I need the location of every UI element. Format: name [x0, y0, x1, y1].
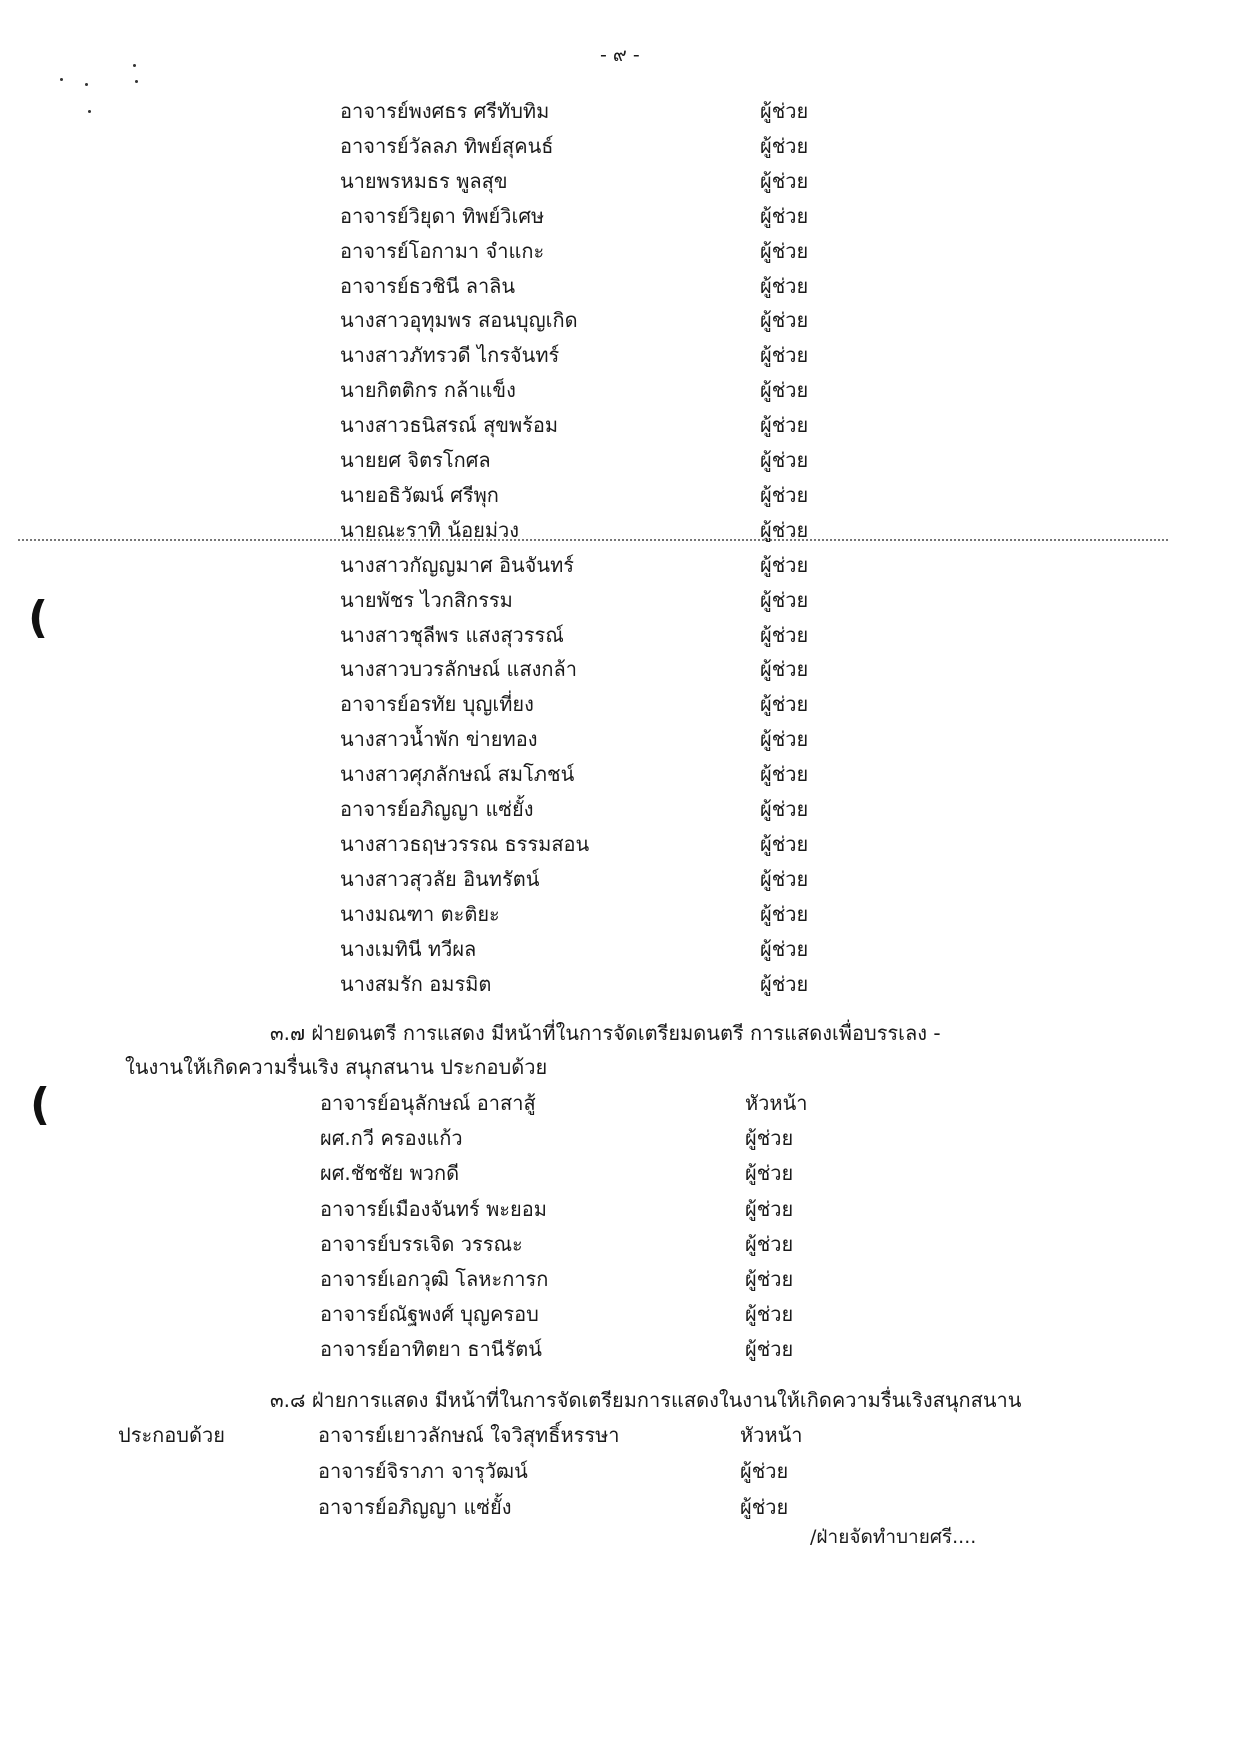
member-name: อาจารย์เมืองจันทร์ พะยอม [320, 1196, 547, 1221]
member-role: ผู้ช่วย [760, 587, 809, 612]
member-role: ผู้ช่วย [760, 971, 809, 996]
member-role: ผู้ช่วย [760, 831, 809, 856]
member-row [340, 303, 900, 337]
member-name: อาจารย์พงศธร ศรีทับทิม [340, 99, 550, 123]
member-name: นายอธิวัฒน์ ศรีพุก [340, 482, 499, 507]
member-name: นางสาวธฤษวรรณ ธรรมสอน [340, 831, 590, 856]
scan-speck [60, 78, 63, 81]
member-name: นายพัชร ไวกสิกรรม [340, 587, 513, 612]
member-name: ผศ.กวี ครองแก้ว [320, 1126, 463, 1151]
member-row [340, 618, 900, 652]
member-name: นางสาวบวรลักษณ์ แสงกล้า [340, 657, 577, 682]
member-row [340, 269, 900, 303]
scan-speck [135, 80, 138, 83]
member-role: ผู้ช่วย [745, 1302, 794, 1327]
member-name: นายพรหมธร พูลสุข [340, 168, 508, 193]
member-name: อาจารย์อนุลักษณ์ อาสาสู้ [320, 1091, 536, 1115]
member-role: ผู้ช่วย [760, 343, 809, 368]
member-row [340, 827, 900, 861]
member-role: หัวหน้า [740, 1423, 803, 1447]
member-name: นายณะราทิ น้อยม่วง [340, 517, 520, 542]
member-name: นายยศ จิตรโกศล [340, 448, 491, 472]
member-row [340, 443, 900, 477]
member-row [340, 862, 900, 896]
member-role: ผู้ช่วย [760, 622, 809, 647]
member-row [320, 1262, 885, 1296]
member-role: ผู้ช่วย [760, 378, 809, 403]
member-row [320, 1121, 885, 1155]
member-name: อาจารย์เยาวลักษณ์ ใจวิสุทธิ์หรรษา [318, 1423, 620, 1447]
member-name: นายกิตติกร กล้าแข็ง [340, 378, 516, 403]
member-role: ผู้ช่วย [760, 308, 809, 333]
member-name: อาจารย์ธวชินี ลาลิน [340, 273, 516, 298]
member-row [320, 1156, 885, 1190]
member-row [320, 1297, 885, 1331]
member-row [340, 199, 900, 233]
member-row [340, 967, 900, 1001]
member-role: หัวหน้า [745, 1091, 808, 1115]
member-name: นางสาวกัญญมาศ อินจันทร์ [340, 552, 574, 577]
member-name: นางสาวน้ำพัก ข่ายทอง [340, 727, 538, 752]
section-3-8-lead-label: ประกอบด้วย [118, 1423, 225, 1447]
member-role: ผู้ช่วย [760, 99, 809, 123]
member-name: อาจารย์โอกามา จำแกะ [340, 238, 545, 263]
member-role: ผู้ช่วย [745, 1267, 794, 1291]
member-role: ผู้ช่วย [760, 936, 809, 961]
member-role: ผู้ช่วย [760, 448, 809, 472]
member-row [340, 757, 900, 791]
member-name: อาจารย์เอกวุฒิ โลหะการก [320, 1267, 549, 1291]
binder-punch-mark: ( [28, 592, 49, 643]
member-name: อาจารย์บรรเจิด วรรณะ [320, 1231, 523, 1256]
member-name: อาจารย์วิยุดา ทิพย์วิเศษ [340, 203, 545, 228]
member-row [320, 1227, 885, 1261]
member-row [340, 129, 900, 163]
member-name: อาจารย์วัลลภ ทิพย์สุคนธ์ [340, 133, 554, 158]
member-row [340, 478, 900, 512]
member-row [320, 1192, 885, 1226]
member-name: นางมณฑา ตะติยะ [340, 901, 500, 926]
member-row [340, 338, 900, 372]
member-role: ผู้ช่วย [745, 1337, 794, 1362]
member-name: อาจารย์อาทิตยา ธานีรัตน์ [320, 1337, 542, 1362]
member-role: ผู้ช่วย [760, 413, 809, 438]
member-row [340, 408, 900, 442]
member-name: นางสาวชุลีพร แสงสุวรรณ์ [340, 622, 564, 647]
section-3-7-heading: ๓.๗ ฝ่ายดนตรี การแสดง มีหน้าที่ในการจัดเตรียมดนตรี การแสดงเพื่อบรรเลง - [270, 1021, 941, 1045]
member-row [340, 792, 900, 826]
member-name: อาจารย์อภิญญา แซ่ยั้ง [340, 797, 534, 821]
member-row [318, 1490, 880, 1524]
member-role: ผู้ช่วย [760, 517, 809, 542]
member-name: นางสาวธนิสรณ์ สุขพร้อม [340, 413, 559, 438]
member-role: ผู้ช่วย [760, 238, 809, 263]
member-role: ผู้ช่วย [760, 273, 809, 298]
member-row [318, 1454, 880, 1488]
member-role: ผู้ช่วย [745, 1196, 794, 1221]
continuation-footer-note: /ฝ่ายจัดทำบายศรี.... [810, 1526, 977, 1548]
member-role: ผู้ช่วย [760, 866, 809, 891]
member-role: ผู้ช่วย [760, 133, 809, 158]
member-role: ผู้ช่วย [760, 762, 809, 787]
member-name: อาจารย์ณัฐพงศ์ บุญครอบ [320, 1302, 539, 1327]
binder-punch-mark: ( [30, 1079, 51, 1130]
scan-speck [133, 64, 136, 67]
member-row [340, 897, 900, 931]
section-3-8-heading: ๓.๘ ฝ่ายการแสดง มีหน้าที่ในการจัดเตรียมการแสดงในงานให้เกิดความรื่นเริงสนุกสนาน [270, 1388, 1022, 1412]
member-row [340, 234, 900, 268]
member-name: นางสาวศุภลักษณ์ สมโภชน์ [340, 762, 575, 787]
member-role: ผู้ช่วย [760, 727, 809, 752]
member-row [340, 373, 900, 407]
member-role: ผู้ช่วย [740, 1495, 789, 1519]
member-row [340, 687, 900, 721]
member-role: ผู้ช่วย [760, 657, 809, 682]
member-name: นางสาวสุวลัย อินทรัตน์ [340, 866, 540, 891]
member-role: ผู้ช่วย [760, 482, 809, 507]
member-row [340, 652, 900, 686]
member-name: นางสาวอุทุมพร สอนบุญเกิด [340, 308, 578, 333]
member-role: ผู้ช่วย [745, 1161, 794, 1186]
member-row [340, 932, 900, 966]
member-row [340, 583, 900, 617]
member-row [320, 1332, 885, 1366]
member-name: นางสมรัก อมรมิต [340, 971, 492, 996]
member-row [320, 1086, 885, 1120]
member-row [340, 94, 900, 128]
member-name: อาจารย์อรทัย บุญเที่ยง [340, 692, 534, 717]
member-role: ผู้ช่วย [760, 692, 809, 717]
member-role: ผู้ช่วย [760, 168, 809, 193]
scan-speck [88, 110, 91, 113]
member-name: อาจารย์อภิญญา แซ่ยั้ง [318, 1495, 512, 1519]
member-role: ผู้ช่วย [760, 203, 809, 228]
scan-speck [85, 83, 88, 86]
member-row [340, 164, 900, 198]
member-role: ผู้ช่วย [745, 1231, 794, 1256]
member-name: ผศ.ชัชชัย พวกดี [320, 1161, 460, 1186]
section-3-7-continuation: ในงานให้เกิดความรื่นเริง สนุกสนาน ประกอบด้วย [125, 1055, 548, 1079]
page-number: - ๙ - [600, 44, 640, 66]
member-row [340, 722, 900, 756]
member-name: อาจารย์จิราภา จารุวัฒน์ [318, 1459, 528, 1483]
member-row [340, 513, 900, 547]
member-role: ผู้ช่วย [760, 797, 809, 821]
member-name: นางสาวภัทรวดี ไกรจันทร์ [340, 343, 560, 368]
member-role: ผู้ช่วย [745, 1126, 794, 1151]
member-row [340, 548, 900, 582]
member-role: ผู้ช่วย [760, 552, 809, 577]
member-role: ผู้ช่วย [760, 901, 809, 926]
member-row [318, 1418, 880, 1452]
member-name: นางเมทินี ทวีผล [340, 936, 477, 961]
member-role: ผู้ช่วย [740, 1459, 789, 1483]
